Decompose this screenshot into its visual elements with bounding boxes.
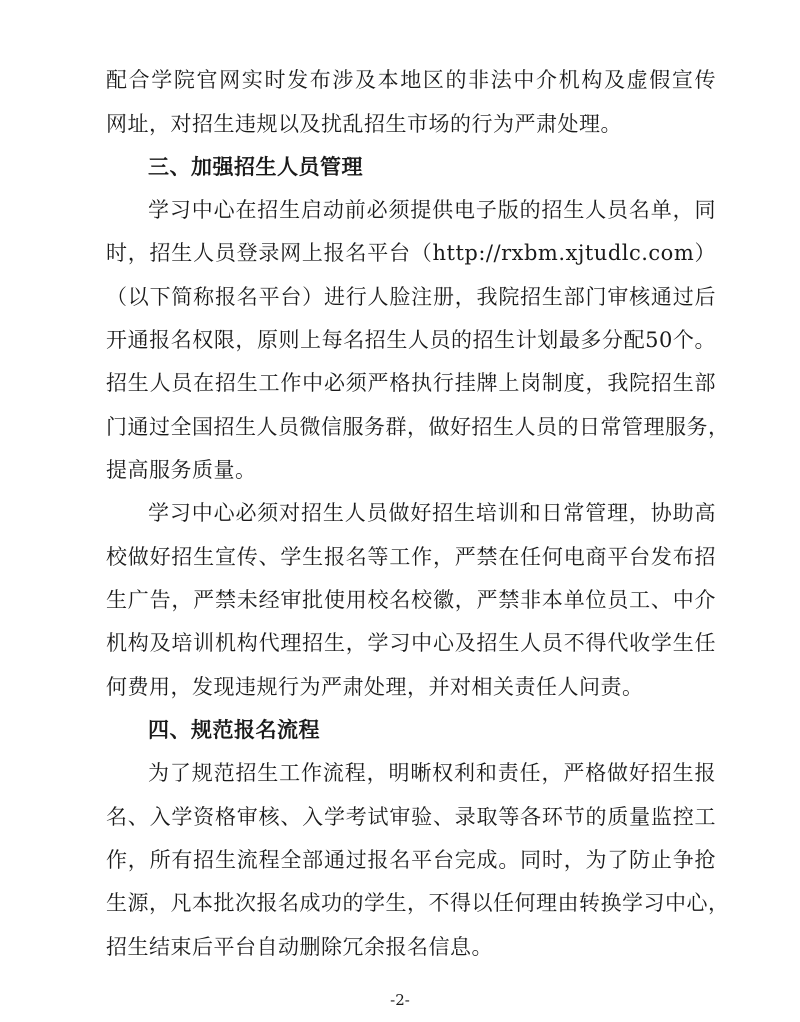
section-heading: 四、规范报名流程: [148, 718, 320, 742]
paragraph-line: 招生结束后平台自动删除冗余报名信息。: [106, 935, 493, 959]
paragraph-line: 校做好招生宣传、学生报名等工作，严禁在任何电商平台发布招: [106, 545, 716, 569]
paragraph-line: 提高服务质量。: [106, 458, 257, 482]
paragraph-line: 网址，对招生违规以及扰乱招生市场的行为严肃处理。: [106, 112, 622, 136]
section-heading: 三、加强招生人员管理: [148, 155, 363, 179]
paragraph-line: 生广告，严禁未经审批使用校名校徽，严禁非本单位员工、中介: [106, 588, 716, 612]
paragraph-line: 作，所有招生流程全部通过报名平台完成。同时，为了防止争抢: [106, 848, 716, 872]
paragraph-line: 配合学院官网实时发布涉及本地区的非法中介机构及虚假宣传: [106, 68, 716, 92]
paragraph-line: 学习中心在招生启动前必须提供电子版的招生人员名单，同: [148, 198, 716, 222]
page-number: -2-: [390, 991, 410, 1009]
paragraph-line: 门通过全国招生人员微信服务群，做好招生人员的日常管理服务，: [106, 415, 730, 439]
paragraph-line: 为了规范招生工作流程，明晰权利和责任，严格做好招生报: [148, 761, 716, 785]
paragraph-line: 名、入学资格审核、入学考试审验、录取等各环节的质量监控工: [106, 805, 716, 829]
paragraph-line: 何费用，发现违规行为严肃处理，并对相关责任人问责。: [106, 675, 644, 699]
paragraph-line: 开通报名权限，原则上每名招生人员的招生计划最多分配50个。: [106, 328, 716, 352]
paragraph-line: 招生人员在招生工作中必须严格执行挂牌上岗制度，我院招生部: [106, 371, 716, 395]
paragraph-line: 时，招生人员登录网上报名平台（http://rxbm.xjtudlc.com）: [106, 241, 716, 265]
paragraph-line: （以下简称报名平台）进行人脸注册，我院招生部门审核通过后: [106, 285, 716, 309]
paragraph-line: 生源，凡本批次报名成功的学生，不得以任何理由转换学习中心，: [106, 891, 730, 915]
paragraph-line: 学习中心必须对招生人员做好招生培训和日常管理，协助高: [148, 501, 716, 525]
paragraph-line: 机构及培训机构代理招生，学习中心及招生人员不得代收学生任: [106, 631, 716, 655]
